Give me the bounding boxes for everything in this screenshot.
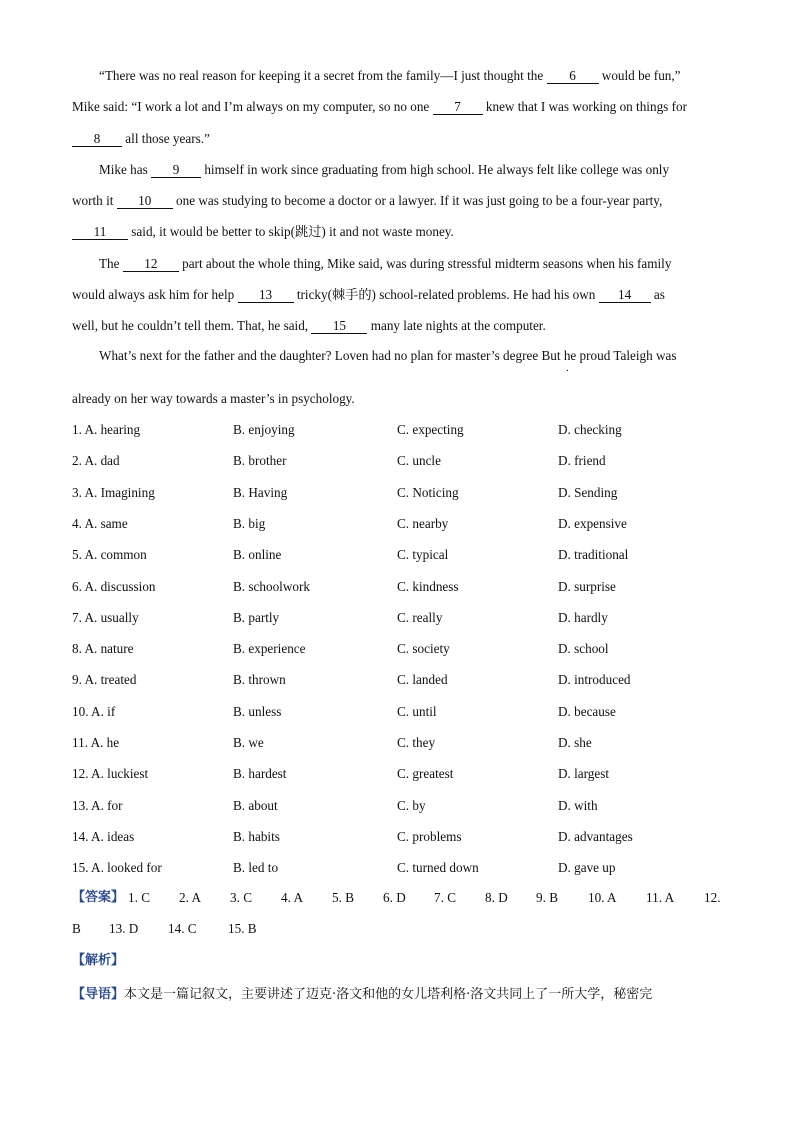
passage-line: [72, 193, 662, 209]
passage-text: himself in work since graduating from high school. He always felt like college was only: [204, 162, 670, 177]
option-c: C. turned down: [397, 860, 479, 875]
option-b: B. schoolwork: [233, 579, 310, 594]
answer-line: [72, 890, 722, 908]
answer-item: 12.: [704, 890, 721, 905]
option-row: [72, 485, 732, 503]
option-d: D. largest: [558, 766, 610, 781]
guide-line: [72, 986, 652, 1003]
option-c: C. expecting: [397, 422, 464, 437]
stray-dot: .: [566, 362, 569, 374]
answer-item: 2. A: [179, 890, 201, 905]
passage-text: said, it would be better to skip(跳过) it and not waste money.: [131, 224, 454, 239]
option-d: D. because: [558, 704, 616, 719]
option-d: D. traditional: [558, 547, 629, 562]
option-c: C. they: [397, 735, 436, 750]
option-c: C. Noticing: [397, 485, 459, 500]
option-b: B. Having: [233, 485, 288, 500]
option-b: B. thrown: [233, 672, 286, 687]
option-d: D. Sending: [558, 485, 618, 500]
option-b: B. led to: [233, 860, 279, 875]
option-c: C. really: [397, 610, 443, 625]
option-row: [72, 829, 732, 847]
option-c: C. landed: [397, 672, 448, 687]
passage-text: Mike has: [99, 162, 148, 177]
option-a: 8. A. nature: [72, 641, 134, 656]
option-a: 12. A. luckiest: [72, 766, 149, 781]
answer-item: 1. C: [128, 890, 150, 905]
answer-item: 8. D: [485, 890, 508, 905]
option-a: 3. A. Imagining: [72, 485, 155, 500]
option-row: [72, 516, 732, 534]
passage-line: [72, 131, 210, 147]
passage-text: knew that I was working on things for: [485, 99, 687, 114]
answer-item: 9. B: [536, 890, 558, 905]
option-d: D. she: [558, 735, 592, 750]
blank-9: 9: [151, 163, 201, 178]
option-b: B. experience: [233, 641, 306, 656]
option-b: B. online: [233, 547, 282, 562]
passage-line: [99, 348, 677, 364]
answer-item: 13. D: [109, 921, 139, 936]
option-c: C. nearby: [397, 516, 449, 531]
option-row: [72, 547, 732, 565]
guide-text: 本文是一篇记叙文，主要讲述了迈克·洛文和他的女儿塔利格·洛文共同上了一所大学，秘密完: [124, 987, 653, 1002]
option-a: 4. A. same: [72, 516, 128, 531]
option-d: D. introduced: [558, 672, 631, 687]
passage-text: Mike said: “I work a lot and I’m always on my computer, so no one: [72, 99, 430, 114]
option-b: B. about: [233, 798, 278, 813]
option-a: 13. A. for: [72, 798, 123, 813]
option-a: 14. A. ideas: [72, 829, 135, 844]
passage-text: “There was no real reason for keeping it a secret from the family—I just thought the: [99, 68, 544, 83]
option-a: 15. A. looked for: [72, 860, 162, 875]
answer-item: 15. B: [228, 921, 257, 936]
blank-8: 8: [72, 132, 122, 147]
answer-item: 11. A: [646, 890, 675, 905]
answer-item: B: [72, 921, 81, 936]
blank-13: 13: [238, 288, 294, 303]
option-row: [72, 735, 732, 753]
option-b: B. we: [233, 735, 264, 750]
option-c: C. typical: [397, 547, 449, 562]
option-d: D. hardly: [558, 610, 608, 625]
blank-6: 6: [547, 69, 599, 84]
passage-text: many late nights at the computer.: [370, 318, 546, 333]
passage-text: one was studying to become a doctor or a lawyer. If it was just going to be a four-year party,: [176, 193, 663, 208]
option-d: D. expensive: [558, 516, 627, 531]
option-row: [72, 610, 732, 628]
analysis-line: [72, 952, 124, 969]
option-row: [72, 860, 732, 878]
option-row: [72, 672, 732, 690]
passage-text: would be fun,”: [601, 68, 681, 83]
blank-11: 11: [72, 225, 128, 240]
passage-text: all those years.”: [125, 131, 210, 146]
passage-text: worth it: [72, 193, 114, 208]
passage-text: tricky(棘手的) school-related problems. He had his own: [296, 287, 596, 302]
option-d: D. checking: [558, 422, 622, 437]
answer-item: 6. D: [383, 890, 406, 905]
option-b: B. brother: [233, 453, 287, 468]
answer-item: 10. A: [588, 890, 617, 905]
answer-item: 14. C: [168, 921, 197, 936]
option-d: D. friend: [558, 453, 606, 468]
passage-text: What’s next for the father and the daughter? Loven had no plan for master’s degree But he proud Taleigh was: [99, 348, 677, 363]
answer-item: 3. C: [230, 890, 252, 905]
option-c: C. society: [397, 641, 450, 656]
option-a: 11. A. he: [72, 735, 120, 750]
option-c: C. uncle: [397, 453, 441, 468]
answer-tag: 【答案】: [72, 890, 125, 905]
option-row: [72, 704, 732, 722]
blank-15: 15: [311, 319, 367, 334]
option-c: C. by: [397, 798, 426, 813]
option-a: 7. A. usually: [72, 610, 139, 625]
answer-item: 5. B: [332, 890, 354, 905]
answer-item: 4. A: [281, 890, 303, 905]
passage-text: already on her way towards a master’s in psychology.: [72, 391, 355, 406]
option-c: C. until: [397, 704, 437, 719]
option-d: D. advantages: [558, 829, 633, 844]
answer-line: [72, 921, 722, 939]
option-a: 2. A. dad: [72, 453, 120, 468]
blank-7: 7: [433, 100, 483, 115]
passage-line: [72, 99, 687, 115]
option-b: B. habits: [233, 829, 280, 844]
option-row: [72, 798, 732, 816]
option-d: D. gave up: [558, 860, 616, 875]
passage-text: The: [99, 256, 120, 271]
option-a: 9. A. treated: [72, 672, 137, 687]
blank-14: 14: [599, 288, 651, 303]
answer-item: 7. C: [434, 890, 456, 905]
option-a: 10. A. if: [72, 704, 116, 719]
option-d: D. school: [558, 641, 609, 656]
option-a: 5. A. common: [72, 547, 147, 562]
blank-12: 12: [123, 257, 179, 272]
passage-text: well, but he couldn’t tell them. That, he said,: [72, 318, 309, 333]
passage-text: part about the whole thing, Mike said, was during stressful midterm seasons when his family: [182, 256, 672, 271]
passage-text: as: [653, 287, 665, 302]
option-c: C. kindness: [397, 579, 459, 594]
option-row: [72, 453, 732, 471]
option-row: [72, 422, 732, 440]
option-row: [72, 766, 732, 784]
option-a: 6. A. discussion: [72, 579, 156, 594]
passage-line: [72, 287, 665, 303]
passage-line: [99, 256, 671, 272]
passage-line: [72, 391, 355, 407]
option-a: 1. A. hearing: [72, 422, 141, 437]
option-b: B. unless: [233, 704, 282, 719]
passage-line: [99, 68, 681, 84]
option-b: B. hardest: [233, 766, 287, 781]
passage-text: would always ask him for help: [72, 287, 235, 302]
analysis-tag: 【解析】: [72, 953, 125, 968]
option-b: B. enjoying: [233, 422, 295, 437]
option-row: [72, 579, 732, 597]
passage-line: [72, 318, 546, 334]
option-d: D. with: [558, 798, 598, 813]
option-d: D. surprise: [558, 579, 616, 594]
option-c: C. problems: [397, 829, 462, 844]
passage-line: [99, 162, 669, 178]
option-row: [72, 641, 732, 659]
passage-line: [72, 224, 454, 240]
blank-10: 10: [117, 194, 173, 209]
option-b: B. big: [233, 516, 266, 531]
option-c: C. greatest: [397, 766, 454, 781]
option-b: B. partly: [233, 610, 280, 625]
guide-tag: 【导语】: [72, 987, 125, 1002]
